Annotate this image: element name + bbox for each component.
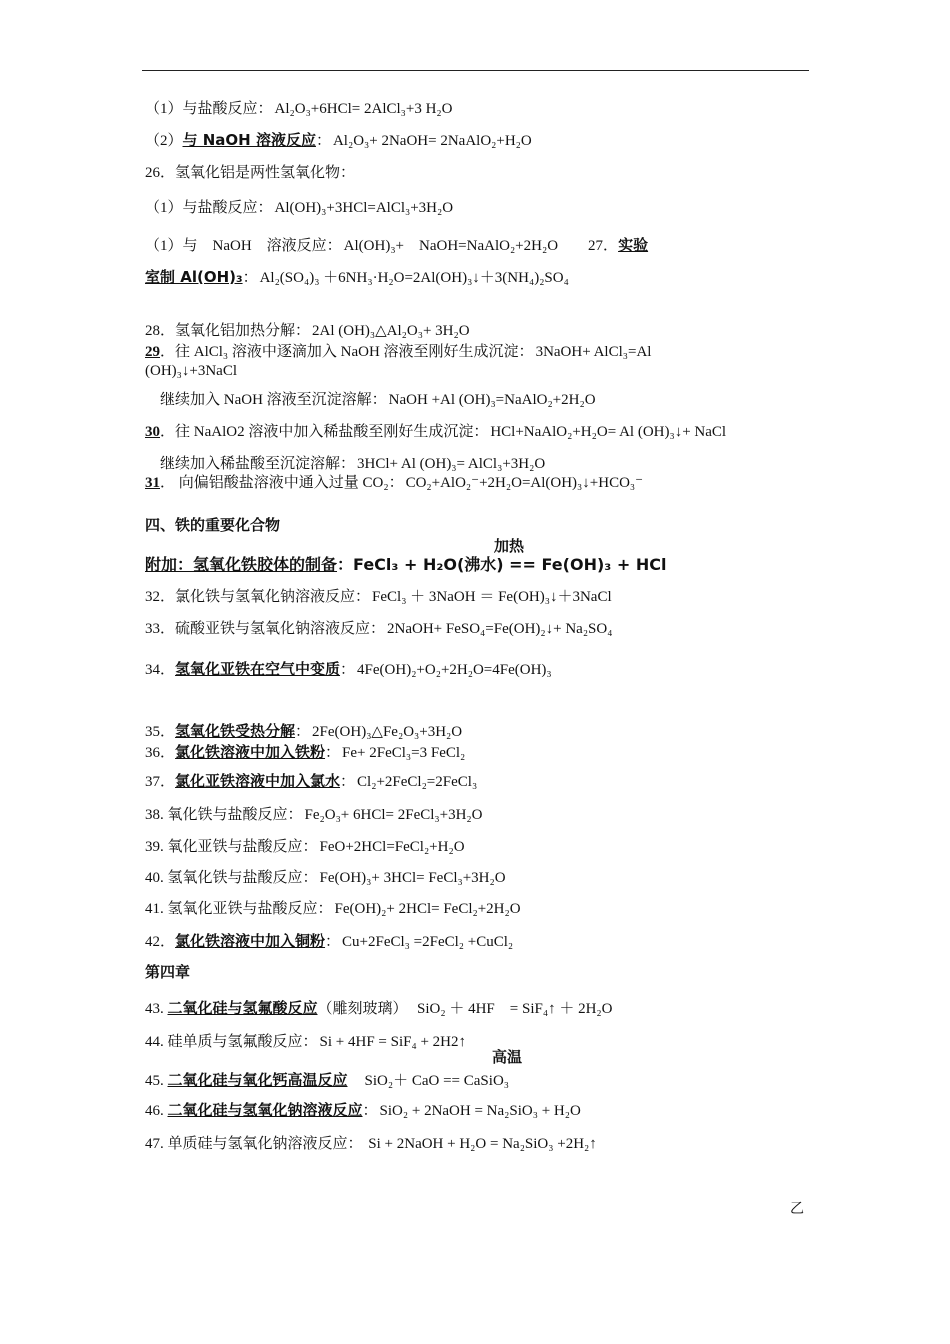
reaction-equation: Fe₂O₃+ 6HCl= 2FeCl₃+3H₂O: [304, 807, 483, 823]
reaction-equation: Al(OH)₃+ NaOH=NaAlO₂+2H₂O: [343, 238, 559, 254]
colon: ：: [325, 745, 341, 761]
reaction-line: [145, 1033, 466, 1051]
reaction-label: 42．: [145, 934, 176, 950]
reaction-label: ．往 AlCl₃ 溶液中逐滴加入 NaOH 溶液至刚好生成沉淀：: [160, 344, 534, 360]
reaction-label: 46.: [145, 1103, 168, 1119]
colon: [348, 1073, 363, 1089]
reaction-equation: Si + 2NaOH + H₂O = Na₂SiO₃ +2H₂↑: [364, 1136, 597, 1152]
reaction-line: [145, 423, 726, 441]
reaction-line: [145, 869, 506, 887]
highlight-label: 二氧化硅与氢氟酸反应: [167, 999, 318, 1017]
reaction-label: 39. 氧化亚铁与盐酸反应：: [145, 839, 318, 855]
section-title: 四、铁的重要化合物: [145, 516, 281, 534]
reaction-equation: Cu+2FeCl₃ =2FeCl₂ +CuCl₂: [342, 934, 514, 950]
reaction-label: 44. 硅单质与氢氟酸反应：: [145, 1034, 318, 1050]
reaction-equation: FeCl₃ ＋ 3NaOH ＝ Fe(OH)₃↓＋3NaCl: [372, 589, 612, 605]
colon: ：: [242, 270, 258, 286]
reaction-line: [145, 362, 237, 380]
reaction-label: （1）与盐酸反应：: [145, 101, 273, 117]
reaction-line: [145, 900, 521, 918]
reaction-equation: SiO₂＋ CaO == CaSiO₃: [364, 1073, 510, 1089]
reaction-line: [145, 932, 513, 951]
reaction-line: [145, 722, 462, 741]
highlight-label: 氢氧化铁受热分解: [175, 722, 296, 740]
reaction-equation: 2Fe(OH)₃△Fe₂O₃+3H₂O: [312, 724, 463, 740]
reaction-equation: 2NaOH+ FeSO₄=Fe(OH)₂↓+ Na₂SO₄: [387, 621, 613, 637]
reaction-line: [145, 743, 465, 762]
reaction-line: [145, 588, 612, 606]
reaction-label: 28．氢氧化铝加热分解：: [145, 323, 311, 339]
colon: ：: [315, 133, 331, 149]
reaction-line: [145, 1071, 509, 1090]
reaction-equation: Si + 4HF = SiF₄ + 2H2↑: [319, 1034, 466, 1050]
reaction-label: 43.: [145, 1001, 168, 1017]
item-number: 31: [145, 475, 160, 491]
reaction-line: [145, 1135, 597, 1153]
colon: ：: [337, 555, 354, 574]
reaction-line: [145, 455, 545, 473]
colon: ：: [295, 724, 311, 740]
highlight-label: 氯化铁溶液中加入铜粉: [175, 932, 326, 950]
reaction-equation: FeCl₃ + H₂O(沸水) == Fe(OH)₃ + HCl: [353, 555, 667, 574]
reaction-line: [145, 391, 596, 409]
item-number: 27．: [588, 238, 619, 254]
highlight-label: 实验: [618, 236, 649, 254]
reaction-label: 34．: [145, 662, 176, 678]
reaction-line: [145, 474, 643, 492]
reaction-line: [145, 1101, 581, 1120]
reaction-equation: FeO+2HCl=FeCl₂+H₂O: [319, 839, 465, 855]
reaction-line: [145, 343, 651, 361]
colon: ：: [340, 774, 356, 790]
reaction-equation: Al₂O₃+6HCl= 2AlCl₃+3 H₂O: [274, 101, 453, 117]
reaction-label: 40. 氢氧化铁与盐酸反应：: [145, 870, 318, 886]
item-number: 29: [145, 344, 160, 360]
reaction-equation: Cl₂+2FeCl₂=2FeCl₃: [357, 774, 478, 790]
reaction-line: [145, 620, 612, 638]
reaction-line: [145, 660, 552, 679]
colon: ：: [362, 1103, 378, 1119]
reaction-label: （1）与盐酸反应：: [145, 200, 273, 216]
reaction-equation: Al₂(SO₄)₃ ＋6NH₃·H₂O=2Al(OH)₃↓＋3(NH₄)₂SO₄: [259, 270, 569, 286]
reaction-label: 32．氯化铁与氢氧化钠溶液反应：: [145, 589, 371, 605]
highlight-label: 与 NaOH 溶液反应: [182, 131, 316, 149]
reaction-equation: CO₂+AlO₂⁻+2H₂O=Al(OH)₃↓+HCO₃⁻: [405, 475, 644, 491]
highlight-label: 二氧化硅与氢氧化钠溶液反应: [167, 1101, 363, 1119]
reaction-label: 33．硫酸亚铁与氢氧化钠溶液反应：: [145, 621, 386, 637]
reaction-equation: Fe+ 2FeCl₃=3 FeCl₂: [342, 745, 466, 761]
reaction-line: [145, 199, 453, 217]
reaction-label: 37．: [145, 774, 176, 790]
reaction-equation: Al(OH)₃+3HCl=AlCl₃+3H₂O: [274, 200, 454, 216]
reaction-label: (OH)₃↓+3NaCl: [145, 363, 238, 379]
reaction-line: [145, 772, 477, 791]
reaction-label: 35．: [145, 724, 176, 740]
condition-label: 加热: [494, 537, 525, 555]
reaction-label: ．往 NaAlO2 溶液中加入稀盐酸至刚好生成沉淀：: [160, 424, 489, 440]
reaction-equation: SiO₂ ＋ 4HF = SiF₄↑ ＋ 2H₂O: [402, 1001, 613, 1017]
reaction-line: [145, 806, 483, 824]
reaction-label: 45.: [145, 1073, 168, 1089]
reaction-label: （2）: [145, 133, 183, 149]
addon-line: [145, 556, 666, 574]
reaction-label: 继续加入 NaOH 溶液至沉淀溶解：: [145, 392, 387, 408]
colon: ：: [340, 662, 356, 678]
item-heading: [145, 164, 355, 182]
reaction-equation: 3HCl+ Al (OH)₃= AlCl₃+3H₂O: [357, 456, 546, 472]
reaction-equation: Fe(OH)₂+ 2HCl= FeCl₂+2H₂O: [334, 901, 521, 917]
reaction-equation: NaOH +Al (OH)₃=NaAlO₂+2H₂O: [388, 392, 596, 408]
reaction-equation: Al₂O₃+ 2NaOH= 2NaAlO₂+H₂O: [332, 133, 532, 149]
reaction-line: [145, 999, 612, 1018]
highlight-label: 附加：氢氧化铁胶体的制备: [145, 555, 338, 574]
reaction-label: 41. 氢氧化亚铁与盐酸反应：: [145, 901, 333, 917]
reaction-line: [145, 100, 453, 118]
reaction-equation: Fe(OH)₃+ 3HCl= FeCl₃+3H₂O: [319, 870, 506, 886]
note-label: （雕刻玻璃）: [317, 1001, 401, 1017]
reaction-equation: HCl+NaAlO₂+H₂O= Al (OH)₃↓+ NaCl: [490, 424, 727, 440]
condition-label: 高温: [492, 1048, 523, 1066]
highlight-label: 二氧化硅与氧化钙高温反应: [167, 1071, 348, 1089]
reaction-line: [145, 838, 465, 856]
reaction-label: 47. 单质硅与氢氧化钠溶液反应：: [145, 1136, 363, 1152]
reaction-equation: 4Fe(OH)₂+O₂+2H₂O=4Fe(OH)₃: [357, 662, 552, 678]
reaction-equation: 3NaOH+ AlCl₃=Al: [535, 344, 652, 360]
highlight-label: 氢氧化亚铁在空气中变质: [175, 660, 341, 678]
colon: ：: [325, 934, 341, 950]
reaction-line: [145, 131, 532, 150]
highlight-label: 氯化亚铁溶液中加入氯水: [175, 772, 341, 790]
reaction-label: 38. 氧化铁与盐酸反应：: [145, 807, 303, 823]
reaction-label: 继续加入稀盐酸至沉淀溶解：: [145, 456, 356, 472]
reaction-label: 36．: [145, 745, 176, 761]
reaction-label: ． 向偏铝酸盐溶液中通入过量 CO₂：: [160, 475, 404, 491]
reaction-line: [145, 236, 648, 255]
reaction-line: [145, 322, 470, 340]
reaction-label: 26．氢氧化铝是两性氢氧化物：: [145, 165, 356, 181]
reaction-equation: 2Al (OH)₃△Al₂O₃+ 3H₂O: [312, 323, 470, 339]
reaction-label: （1）与 NaOH 溶液反应：: [145, 238, 342, 254]
page-number: 乙: [790, 1202, 804, 1217]
header-rule: [142, 70, 809, 71]
reaction-equation: SiO₂ + 2NaOH = Na₂SiO₃ + H₂O: [379, 1103, 581, 1119]
highlight-label: 氯化铁溶液中加入铁粉: [175, 743, 326, 761]
highlight-label: 室制 Al(OH)₃: [145, 268, 243, 286]
reaction-line: [145, 268, 569, 287]
chapter-title: 第四章: [145, 963, 191, 981]
item-number: 30: [145, 424, 160, 440]
